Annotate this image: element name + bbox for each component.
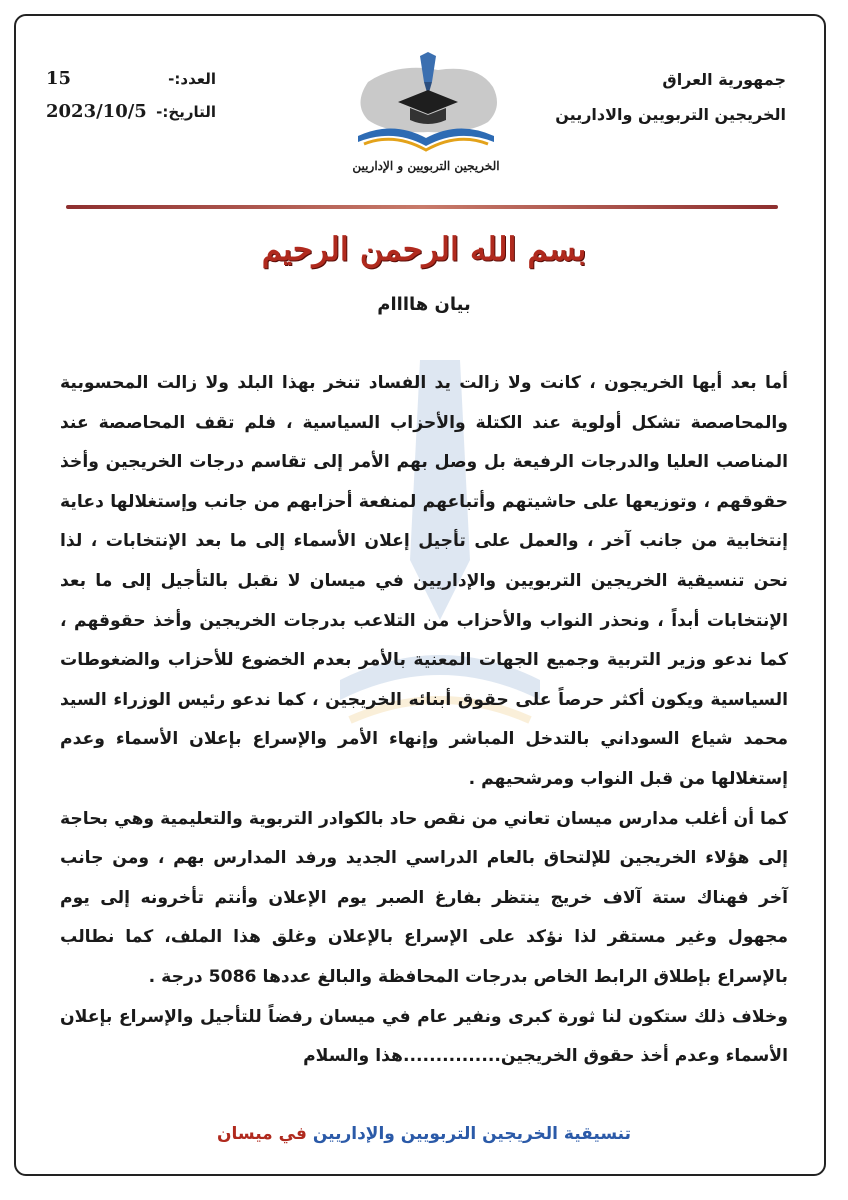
letterhead-left (46, 68, 216, 134)
paragraph-2: كما أن أغلب مدارس ميسان تعاني من نقص حاد بالكوادر التربوية والتعليمية وهي بحاجة إلى هؤلاء الخريجين للإلتحاق بالعام الدراسي الجديد ورفد المدارس بهم ، ومن جانب آخر فهناك ستة آلاف خريج ينتظر بفارغ الصبر يوم الإعلان وأنتم تأخرونه إلى يوم مجهول وغير مستقر لذا نؤكد على الإسراع بالإعلان وغلق هذا الملف، كما نطالب بالإسراع بإطلاق الرابط الخاص بدرجات المحافظة والبالغ عددها 5086 درجة . (60, 808, 788, 987)
date-label: التاريخ:- (156, 102, 216, 121)
statement-body (60, 364, 788, 1077)
letterhead-right (555, 70, 786, 140)
date-row (46, 101, 216, 122)
organization-logo (328, 52, 524, 182)
statement-title: بيان هاااام (377, 294, 471, 315)
signature-location: في ميسان (217, 1124, 307, 1144)
organization-name: الخريجين التربويين والاداريين (555, 105, 786, 124)
number-value: 15 (46, 68, 72, 89)
header-divider (66, 205, 778, 209)
logo-caption: الخريجين التربويين و الإداريين (352, 159, 500, 173)
paragraph-1: أما بعد أيها الخريجون ، كانت ولا زالت يد الفساد تنخر بهذا البلد ولا زالت المحسوبية والمحاصصة تشكل أولوية عند الكتلة والأحزاب السياسية ، فلم تقف المحاصصة عند المناصب العليا والدرجات الرفيعة بل وصل بهم الأمر إلى تقاسم درجات الخريجين وأخذ حقوقهم ، وتوزيعها على حاشيتهم وأتباعهم لمنفعة أحزابهم من جانب وإستغلالها دعاية إنتخابية من جانب آخر ، والعمل على تأجيل إعلان الأسماء إلى ما بعد الإنتخابات ، لذا نحن تنسيقية الخريجين التربويين والإداريين في ميسان لا نقبل بالتأجيل إلى ما بعد الإنتخابات أبداً ، ونحذر النواب والأحزاب من التلاعب بدرجات الخريجين وأخذ حقوقهم ، كما ندعو وزير التربية وجميع الجهات المعنية بالأمر بعدم الخضوع للأحزاب والضغوطات السياسية ويكون أكثر حرصاً على حقوق أبنائه الخريجين ، كما ندعو رئيس الوزراء السيد محمد شياع السوداني بالتدخل المباشر وإنهاء الأمر والإسراع بإعلان الأسماء وعدم إستغلالها من قبل النواب ومرشحيهم . (60, 373, 788, 789)
country-name: جمهورية العراق (662, 70, 786, 89)
basmala-heading: بسم الله الرحمن الرحيم (261, 230, 587, 268)
number-label: العدد:- (168, 69, 216, 88)
signature (0, 1124, 848, 1144)
paragraph-3: وخلاف ذلك ستكون لنا ثورة كبرى ونفير عام في ميسان رفضاً للتأجيل والإسراع بإعلان الأسماء وعدم أخذ حقوق الخريجين...............هذا والسلام (60, 1006, 788, 1067)
signature-coordination: تنسيقية الخريجين التربويين والإداريين (312, 1124, 631, 1144)
number-row (46, 68, 216, 89)
date-value: 2023/10/5 (46, 101, 147, 122)
